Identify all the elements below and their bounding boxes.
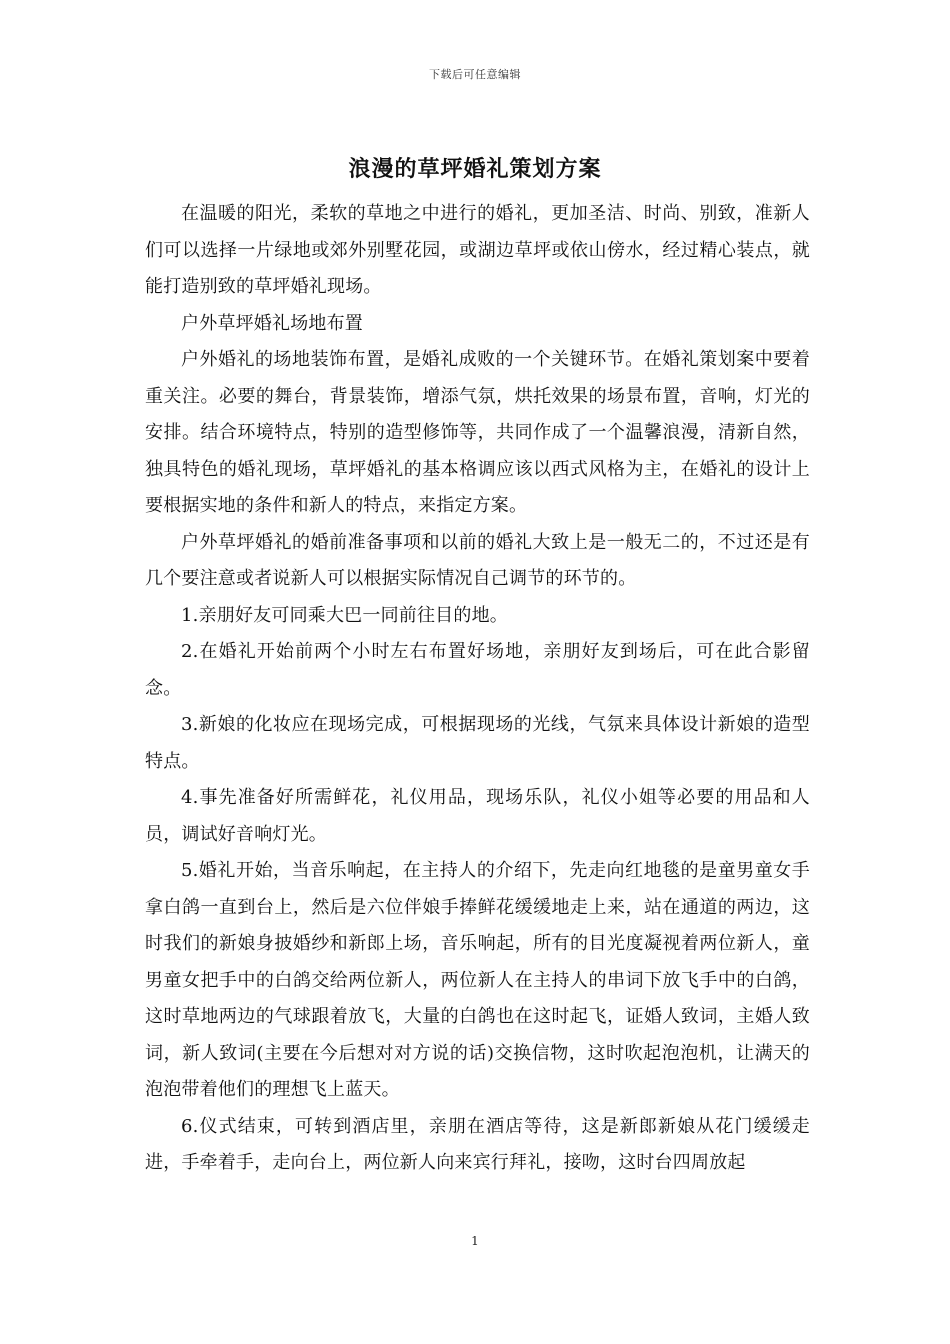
list-item-6: 6.仪式结束，可转到酒店里，亲朋在酒店等待，这是新郎新娘从花门缓缓走进，手牵着手，走向台上，两位新人向来宾行拜礼，接吻，这时台四周放起	[145, 1115, 810, 1173]
paragraph-intro: 在温暖的阳光，柔软的草地之中进行的婚礼，更加圣洁、时尚、别致，准新人们可以选择一片绿地或郊外别墅花园，或湖边草坪或依山傍水，经过精心装点，就能打造别致的草坪婚礼现场。	[145, 203, 810, 297]
page-header: 下载后可任意编辑	[429, 68, 521, 81]
document-body	[145, 196, 810, 1182]
list-item-5: 5.婚礼开始，当音乐响起，在主持人的介绍下，先走向红地毯的是童男童女手拿白鸽一直到台上，然后是六位伴娘手捧鲜花缓缓地走上来，站在通道的两边，这时我们的新娘身披婚纱和新郎上场，音乐响起，所有的目光度凝视着两位新人，童男童女把手中的白鸽交给两位新人，两位新人在主持人的串词下放飞手中的白鸽，这时草地两边的气球跟着放飞，大量的白鸽也在这时起飞，证婚人致词，主婚人致词，新人致词(主要在今后想对对方说的话)交换信物，这时吹起泡泡机，让满天的泡泡带着他们的理想飞上蓝天。	[145, 860, 810, 1100]
paragraph-preparation: 户外草坪婚礼的婚前准备事项和以前的婚礼大致上是一般无二的，不过还是有几个要注意或者说新人可以根据实际情况自己调节的环节的。	[145, 531, 810, 589]
page-number: 1	[471, 1234, 479, 1248]
list-item-2: 2.在婚礼开始前两个小时左右布置好场地，亲朋好友到场后，可在此合影留念。	[145, 641, 810, 699]
paragraph-venue: 户外婚礼的场地装饰布置，是婚礼成败的一个关键环节。在婚礼策划案中要着重关注。必要的舞台，背景装饰，增添气氛，烘托效果的场景布置，音响，灯光的安排。结合环境特点，特别的造型修饰等，共同作成了一个温馨浪漫，清新自然，独具特色的婚礼现场，草坪婚礼的基本格调应该以西式风格为主，在婚礼的设计上要根据实地的条件和新人的特点，来指定方案。	[145, 349, 810, 516]
list-item-4: 4.事先准备好所需鲜花，礼仪用品，现场乐队，礼仪小姐等必要的用品和人员，调试好音响灯光。	[145, 787, 810, 845]
document-title: 浪漫的草坪婚礼策划方案	[348, 156, 602, 182]
section-heading-venue: 户外草坪婚礼场地布置	[181, 312, 363, 334]
list-item-3: 3.新娘的化妆应在现场完成，可根据现场的光线，气氛来具体设计新娘的造型特点。	[145, 714, 810, 772]
list-item-1: 1.亲朋好友可同乘大巴一同前往目的地。	[181, 604, 508, 626]
